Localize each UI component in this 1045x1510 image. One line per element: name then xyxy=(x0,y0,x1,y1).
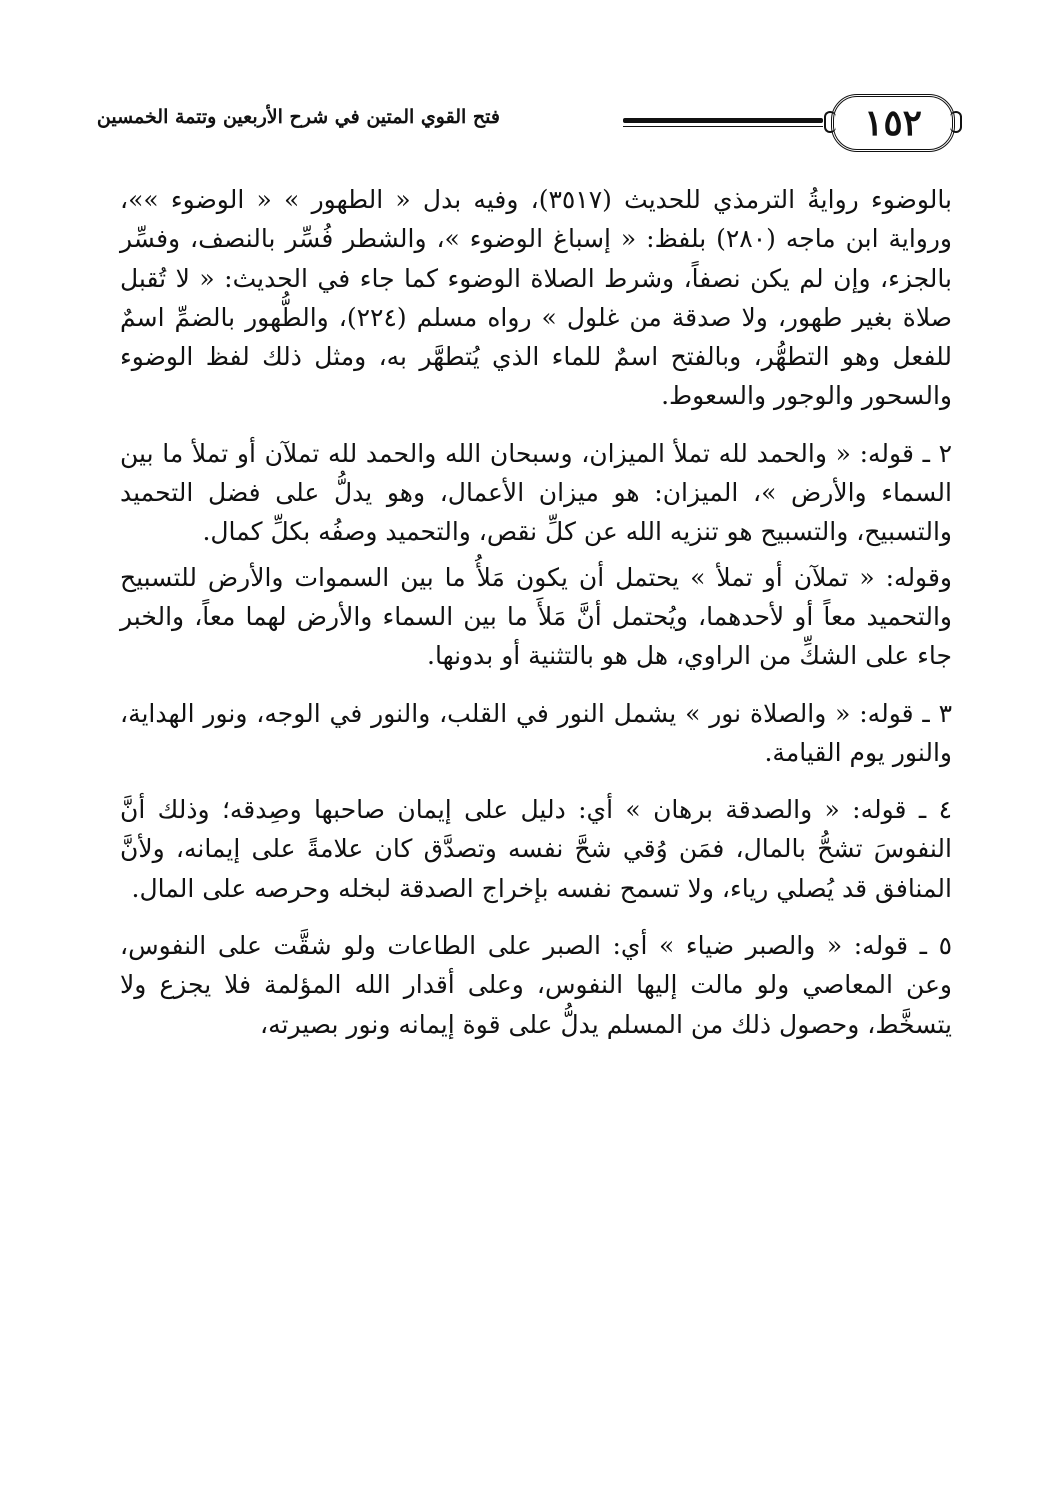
paragraph: وقوله: « تملآن أو تملأ » يحتمل أن يكون مَلأُ ما بين السموات والأرض للتسبيح والتحميد معاً أو لأحدهما، ويُحتمل أنَّ مَلأَ ما بين السماء والأرض لهما معاً، والخبر جاء على الشكِّ من الراوي، هل هو بالتثنية أو بدونها. xyxy=(120,562,952,671)
page-body xyxy=(120,180,952,1044)
running-title: فتح القوي المتين في شرح الأربعين وتتمة الخمسين xyxy=(96,106,500,128)
header-rule xyxy=(623,118,823,123)
page-number: ١٥٢ xyxy=(831,94,955,152)
paragraph: بالوضوء روايةُ الترمذي للحديث (٣٥١٧)، وفيه بدل « الطهور » « الوضوء »»، ورواية ابن ماجه (٢٨٠) بلفظ: « إسباغ الوضوء »، والشطر فُسِّر بالنصف، وفسِّر بالجزء، وإن لم يكن نصفاً، وشرط الصلاة الوضوء كما جاء في الحديث: « لا تُقبل صلاة بغير طهور، ولا صدقة من غلول » رواه مسلم (٢٢٤)، والطُّهور بالضمِّ اسمٌ للفعل وهو التطهُّر، وبالفتح اسمٌ للماء الذي يُتطهَّر به، ومثل ذلك لفظ الوضوء والسحور والوجور والسعوط. xyxy=(120,185,953,411)
paragraph: ٢ ـ قوله: « والحمد لله تملأ الميزان، وسبحان الله والحمد لله تملآن أو تملأ ما بين السماء والأرض »، الميزان: هو ميزان الأعمال، وهو يدلُّ على فضل التحميد والتسبيح، والتسبيح هو تنزيه الله عن كلِّ نقص، والتحميد وصفُه بكلِّ كمال. xyxy=(120,438,952,547)
page-header xyxy=(96,92,955,162)
paragraph: ٤ ـ قوله: « والصدقة برهان » أي: دليل على إيمان صاحبها وصِدقه؛ وذلك أنَّ النفوسَ تشحُّ بالمال، فمَن وُقي شحَّ نفسه وتصدَّق كان علامةً على إيمانه، ولأنَّ المنافق قد يُصلي رياء، ولا تسمح نفسه بإخراج الصدقة لبخله وحرصه على المال. xyxy=(120,795,952,903)
paragraph: ٥ ـ قوله: « والصبر ضياء » أي: الصبر على الطاعات ولو شقَّت على النفوس، وعن المعاصي ولو مالت إليها النفوس، وعلى أقدار الله المؤلمة فلا يجزع ولا يتسخَّط، وحصول ذلك من المسلم يدلُّ على قوة إيمانه ونور بصيرته، xyxy=(120,931,952,1039)
paragraph: ٣ ـ قوله: « والصلاة نور » يشمل النور في القلب، والنور في الوجه، ونور الهداية، والنور يوم القيامة. xyxy=(120,698,952,767)
